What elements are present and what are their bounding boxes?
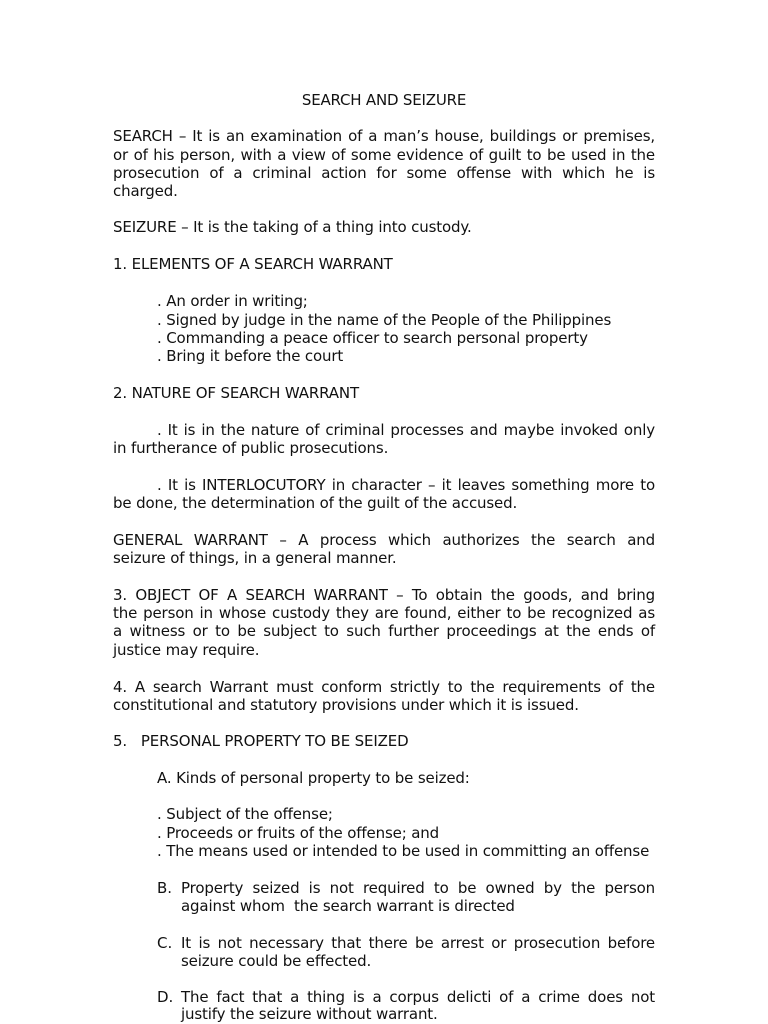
- search-definition-line: or of his person, with a view of some evidence of guilt to be used in the: [113, 146, 655, 164]
- document-title: SEARCH AND SEIZURE: [301, 91, 467, 109]
- conform-paragraph-line: 4. A search Warrant must conform strictly to the requirements of the: [113, 678, 655, 696]
- subsection-d-line: The fact that a thing is a corpus delicti of a crime does not: [181, 988, 655, 1006]
- subsection-a: A. Kinds of personal property to be seized:: [157, 769, 470, 787]
- nature-paragraph-line: be done, the determination of the guilt of the accused.: [113, 494, 518, 512]
- object-paragraph-line: the person in whose custody they are found, either to be recognized as: [113, 604, 655, 622]
- object-paragraph-line: 3. OBJECT OF A SEARCH WARRANT – To obtain the goods, and bring: [113, 586, 655, 604]
- subsection-d-marker: D.: [157, 988, 174, 1006]
- subsection-c-line: seizure could be effected.: [181, 952, 372, 970]
- section-heading-personal-property: 5. PERSONAL PROPERTY TO BE SEIZED: [113, 732, 409, 750]
- element-item: . Commanding a peace officer to search personal property: [157, 329, 588, 347]
- section-heading-nature: 2. NATURE OF SEARCH WARRANT: [113, 384, 359, 402]
- nature-paragraph-line: . It is INTERLOCUTORY in character – it leaves something more to: [157, 476, 655, 494]
- subsection-d-line: justify the seizure without warrant.: [181, 1005, 438, 1023]
- element-item: . Signed by judge in the name of the People of the Philippines: [157, 311, 612, 329]
- general-warrant-line: seizure of things, in a general manner.: [113, 549, 397, 567]
- conform-paragraph-line: constitutional and statutory provisions under which it is issued.: [113, 696, 579, 714]
- section-heading-elements: 1. ELEMENTS OF A SEARCH WARRANT: [113, 255, 393, 273]
- subsection-b-line: Property seized is not required to be owned by the person: [181, 879, 655, 897]
- search-definition-line: SEARCH – It is an examination of a man’s house, buildings or premises,: [113, 127, 655, 145]
- subsection-b-marker: B.: [157, 879, 173, 897]
- general-warrant-line: GENERAL WARRANT – A process which authorizes the search and: [113, 531, 655, 549]
- search-definition-line: prosecution of a criminal action for some offense with which he is: [113, 164, 655, 182]
- subsection-c-line: It is not necessary that there be arrest or prosecution before: [181, 934, 655, 952]
- object-paragraph-line: a witness or to be subject to such further proceedings at the ends of: [113, 622, 655, 640]
- subsection-b-line: against whom the search warrant is directed: [181, 897, 515, 915]
- property-kind-item: . Subject of the offense;: [157, 805, 333, 823]
- seizure-definition: SEIZURE – It is the taking of a thing into custody.: [113, 218, 472, 236]
- element-item: . Bring it before the court: [157, 347, 344, 365]
- search-definition-line: charged.: [113, 182, 178, 200]
- property-kind-item: . The means used or intended to be used in committing an offense: [157, 842, 650, 860]
- subsection-c-marker: C.: [157, 934, 173, 952]
- property-kind-item: . Proceeds or fruits of the offense; and: [157, 824, 440, 842]
- element-item: . An order in writing;: [157, 292, 308, 310]
- object-paragraph-line: justice may require.: [113, 641, 260, 659]
- nature-paragraph-line: in furtherance of public prosecutions.: [113, 439, 389, 457]
- nature-paragraph-line: . It is in the nature of criminal processes and maybe invoked only: [157, 421, 655, 439]
